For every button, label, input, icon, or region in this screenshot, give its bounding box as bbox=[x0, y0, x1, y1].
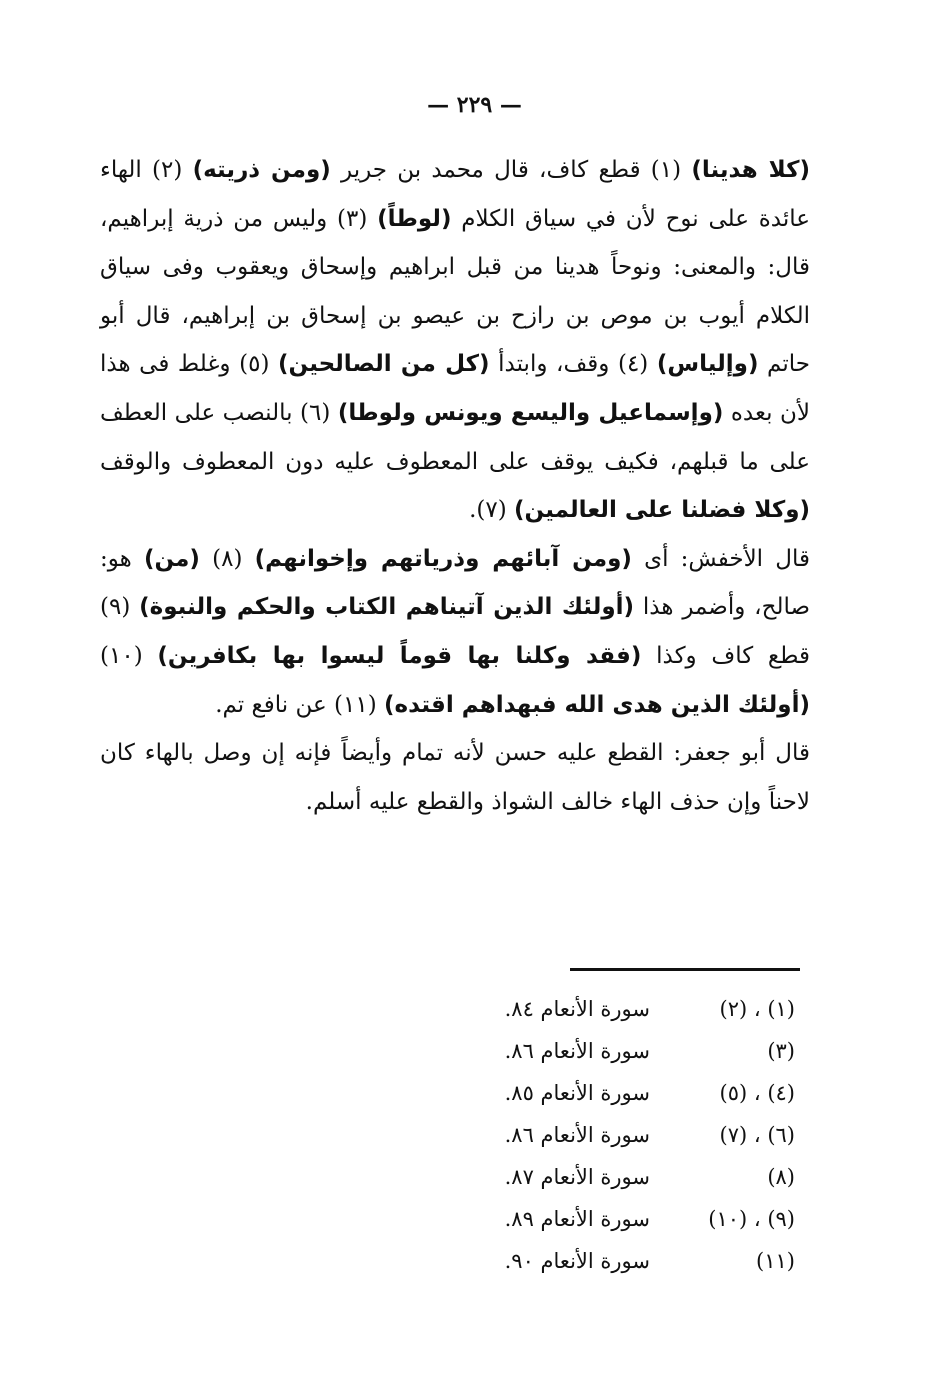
footnote-item bbox=[470, 1198, 805, 1240]
paragraph bbox=[100, 535, 810, 729]
text-segment: (٤) وقف، وابتدأ bbox=[489, 351, 657, 378]
quran-quote: (ومن آبائهم وذرياتهم وإخوانهم) bbox=[254, 545, 632, 572]
text-segment: قال أبو جعفر: القطع عليه حسن لأنه تمام وأيضاً فإنه إن وصل بالهاء كان لاحناً وإن حذف الهاء خالف الشواذ والقطع عليه أسلم. bbox=[100, 740, 810, 815]
text-segment: (٩) قطع كاف وكذا bbox=[100, 594, 811, 669]
footnote-item bbox=[470, 1072, 805, 1114]
footnote-number: (١) ، (٢) bbox=[719, 997, 795, 1021]
footnote-number: (٤) ، (٥) bbox=[719, 1081, 795, 1105]
text-segment: (٧). bbox=[469, 497, 515, 524]
quran-quote: (لوطاً) bbox=[377, 205, 452, 232]
body-text bbox=[100, 146, 810, 826]
footnote-item bbox=[470, 1114, 805, 1156]
text-segment: قال الأخفش: أى bbox=[631, 545, 810, 572]
footnote-number: (٩) ، (١٠) bbox=[708, 1207, 795, 1231]
quran-quote: (فقد وكلنا بها قوماً ليسوا بها بكافرين) bbox=[157, 642, 642, 669]
footnote-reference: سورة الأنعام ٩٠. bbox=[504, 1249, 650, 1273]
quran-quote: (أولئك الذين آتيناهم الكتاب والحكم والنبوة) bbox=[139, 594, 635, 621]
text-segment: (٢) الهاء عائدة على نوح لأن في سياق الكلام bbox=[100, 157, 810, 232]
quran-quote: (وإسماعيل واليسع ويونس ولوطا) bbox=[337, 399, 724, 426]
footnote-reference: سورة الأنعام ٨٧. bbox=[504, 1165, 650, 1189]
text-segment: (٦) بالنصب على العطف على ما قبلهم، فكيف يوقف على المعطوف عليه دون المعطوف والوقف bbox=[100, 399, 810, 475]
footnote-reference: سورة الأنعام ٨٩. bbox=[504, 1207, 650, 1231]
quran-quote: (كلا هدينا) bbox=[691, 157, 810, 183]
text-segment: (١٠) bbox=[100, 642, 158, 669]
footnote-separator bbox=[570, 968, 800, 971]
footnote-item bbox=[470, 1156, 805, 1198]
text-segment: (٥) وغلط فى هذا لأن بعده bbox=[100, 351, 810, 426]
quran-quote: (من) bbox=[143, 545, 200, 572]
quran-quote: (ومن ذريته) bbox=[192, 157, 331, 183]
footnote-reference: سورة الأنعام ٨٦. bbox=[504, 1123, 650, 1147]
paragraph bbox=[100, 146, 810, 535]
page-number: — ٢٢٩ — bbox=[427, 92, 522, 118]
footnote-number: (٣) bbox=[767, 1039, 795, 1063]
footnote-number: (٦) ، (٧) bbox=[719, 1123, 795, 1147]
footnote-item bbox=[470, 988, 805, 1030]
text-segment: (٣) وليس من ذرية إبراهيم، قال: والمعنى: ونوحاً هدينا من قبل ابراهيم وإسحاق ويعقوب وفى سياق الكلام أيوب بن موص بن رازح بن عيصو بن إسحاق بن إبراهيم، قال أبو حاتم bbox=[100, 205, 810, 378]
footnote-item bbox=[470, 1240, 805, 1282]
footnote-reference: سورة الأنعام ٨٦. bbox=[504, 1039, 650, 1063]
footnote-reference: سورة الأنعام ٨٤. bbox=[504, 997, 650, 1021]
quran-quote: (كل من الصالحين) bbox=[278, 351, 490, 378]
text-segment: (١) قطع كاف، قال محمد بن جرير bbox=[330, 157, 692, 183]
footnotes bbox=[470, 988, 805, 1282]
paragraph bbox=[100, 729, 810, 826]
footnote-item bbox=[470, 1030, 805, 1072]
text-segment: هو: صالح، وأضمر هذا bbox=[100, 545, 810, 621]
footnote-number: (١١) bbox=[756, 1249, 795, 1273]
footnote-reference: سورة الأنعام ٨٥. bbox=[504, 1081, 650, 1105]
footnote-number: (٨) bbox=[767, 1165, 795, 1189]
quran-quote: (أولئك الذين هدى الله فبهداهم اقتده) bbox=[384, 691, 810, 718]
quran-quote: (وإلياس) bbox=[656, 351, 759, 378]
quran-quote: (وكلا فضلنا على العالمين) bbox=[514, 497, 810, 524]
text-segment: (١١) عن نافع تم. bbox=[215, 691, 385, 718]
text-segment: (٨) bbox=[199, 545, 255, 572]
